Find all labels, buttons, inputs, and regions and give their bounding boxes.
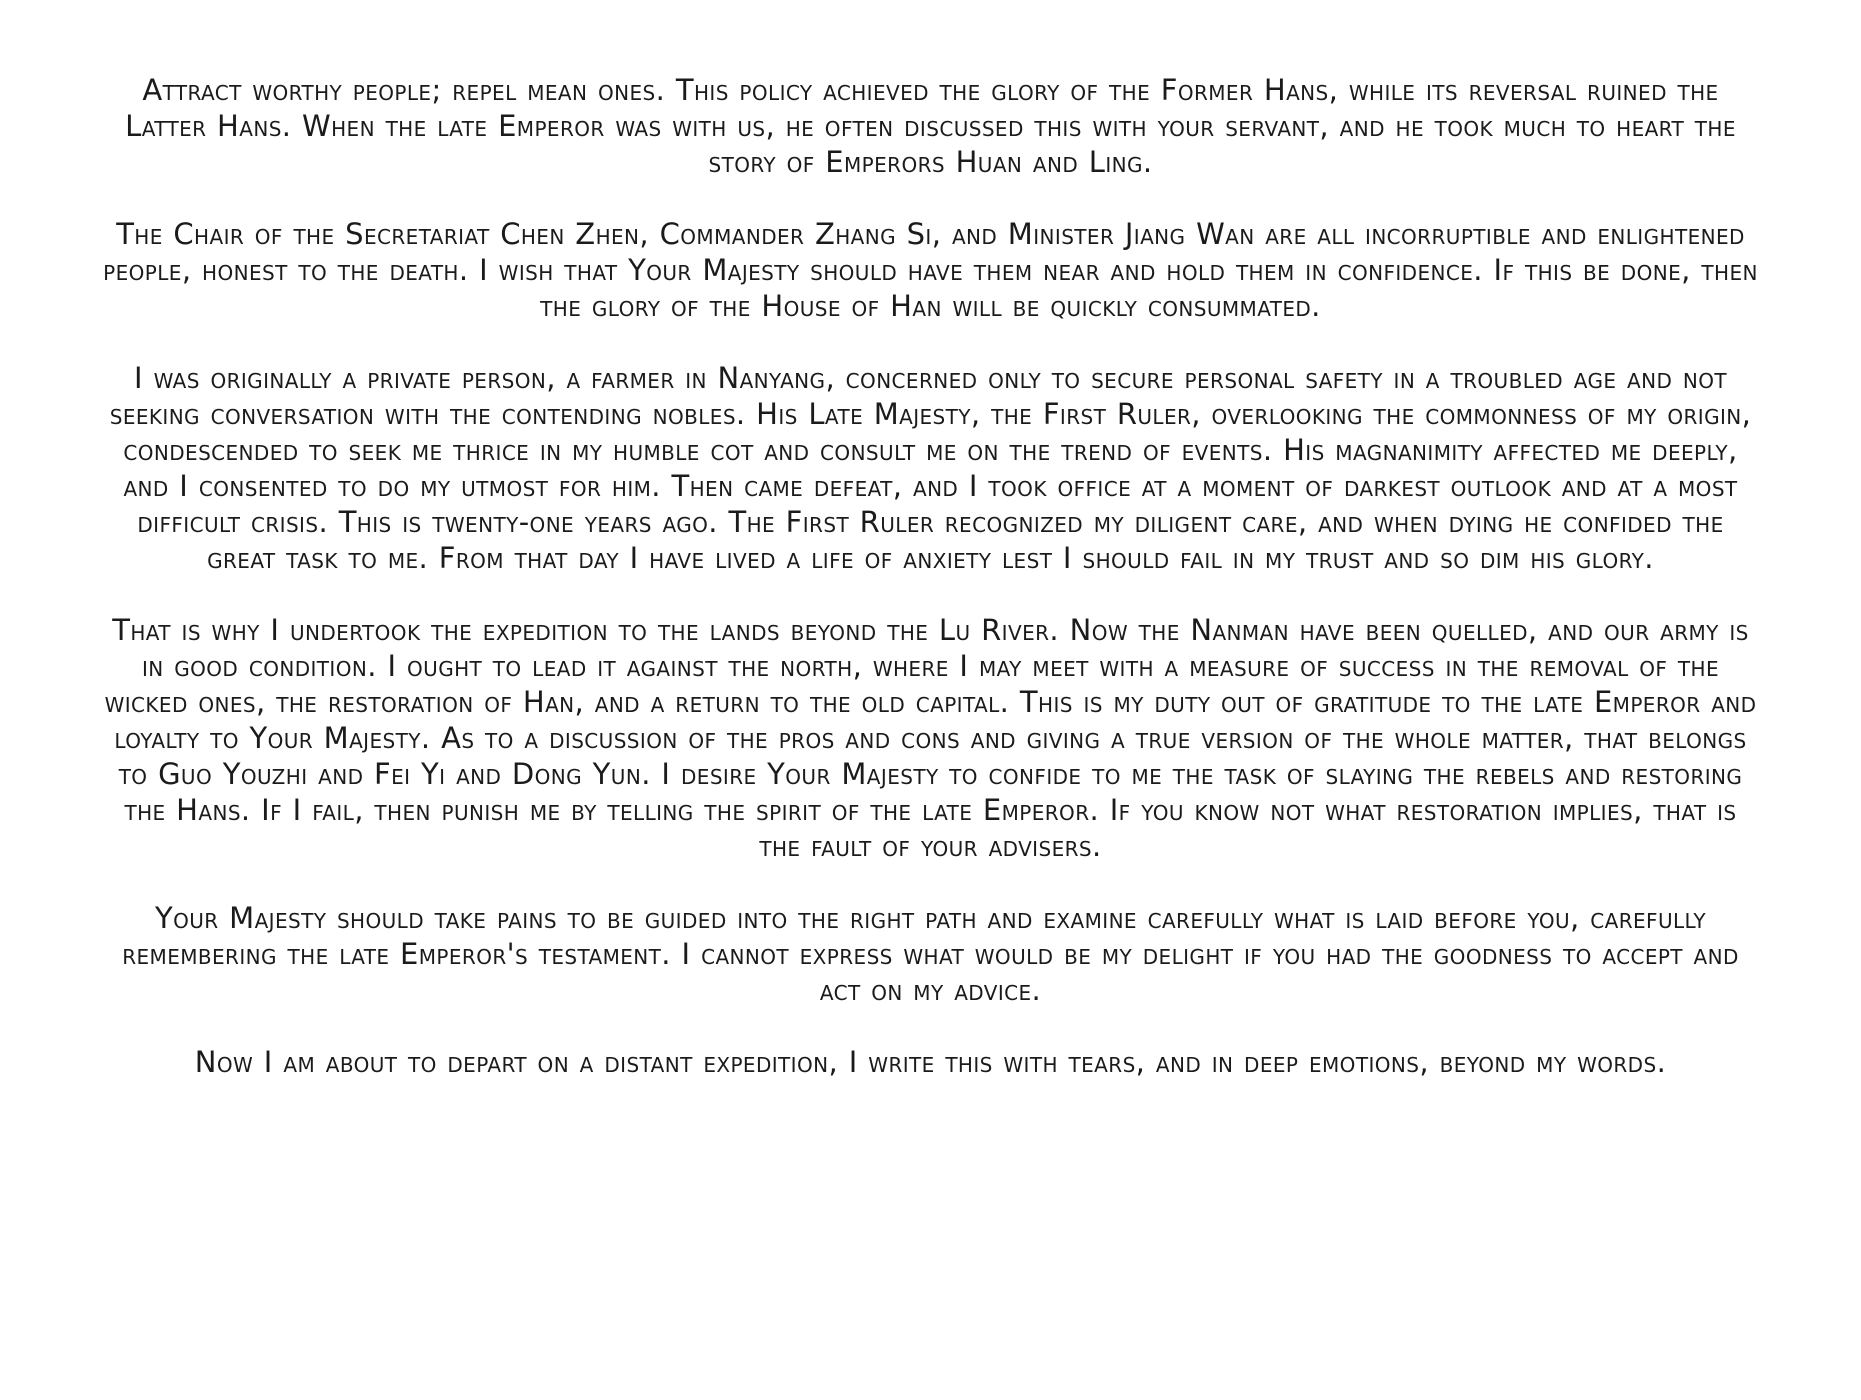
paragraph-farewell: Now I am about to depart on a distant expedition, I write this with tears, and in deep emotions, beyond my words.: [194, 1045, 1667, 1079]
paragraph-worthy-people: Attract worthy people; repel mean ones. This policy achieved the glory of the Former Hans, while its reversal ruined the Latter Hans. When the late Emperor was with us, he often discussed this with your servant, and he took much to heart the story of Emperors Huan and Ling.: [125, 73, 1736, 179]
paragraph-origin: I was originally a private person, a farmer in Nanyang, concerned only to secure personal safety in a troubled age and not seeking conversation with the contending nobles. His Late Majesty, the First Ruler, overlooking the commonness of my origin, condescended to seek me thrice in my humble cot and consult me on the trend of events. His magnanimity affected me deeply, and I consented to do my utmost for him. Then came defeat, and I took office at a moment of darkest outlook and at a most difficult crisis. This is twenty-one years ago. The First Ruler recognized my diligent care, and when dying he confided the great task to me. From that day I have lived a life of anxiety lest I should fail in my trust and so dim his glory.: [109, 361, 1752, 575]
paragraph-ministers: The Chair of the Secretariat Chen Zhen, Commander Zhang Si, and Minister Jiang Wan are all incorruptible and enlightened people, honest to the death. I wish that Your Majesty should have them near and hold them in confidence. If this be done, then the glory of the House of Han will be quickly consummated.: [103, 217, 1758, 323]
paragraph-expedition: That is why I undertook the expedition to the lands beyond the Lu River. Now the Nanman have been quelled, and our army is in good condition. I ought to lead it against the north, where I may meet with a measure of success in the removal of the wicked ones, the restoration of Han, and a return to the old capital. This is my duty out of gratitude to the late Emperor and loyalty to Your Majesty. As to a discussion of the pros and cons and giving a true version of the whole matter, that belongs to Guo Youzhi and Fei Yi and Dong Yun. I desire Your Majesty to confide to me the task of slaying the rebels and restoring the Hans. If I fail, then punish me by telling the spirit of the late Emperor. If you know not what restoration implies, that is the fault of your advisers.: [104, 613, 1757, 863]
paragraph-guidance: Your Majesty should take pains to be guided into the right path and examine carefully what is laid before you, carefully remembering the late Emperor's testament. I cannot express what would be my delight if you had the goodness to accept and act on my advice.: [122, 901, 1739, 1007]
